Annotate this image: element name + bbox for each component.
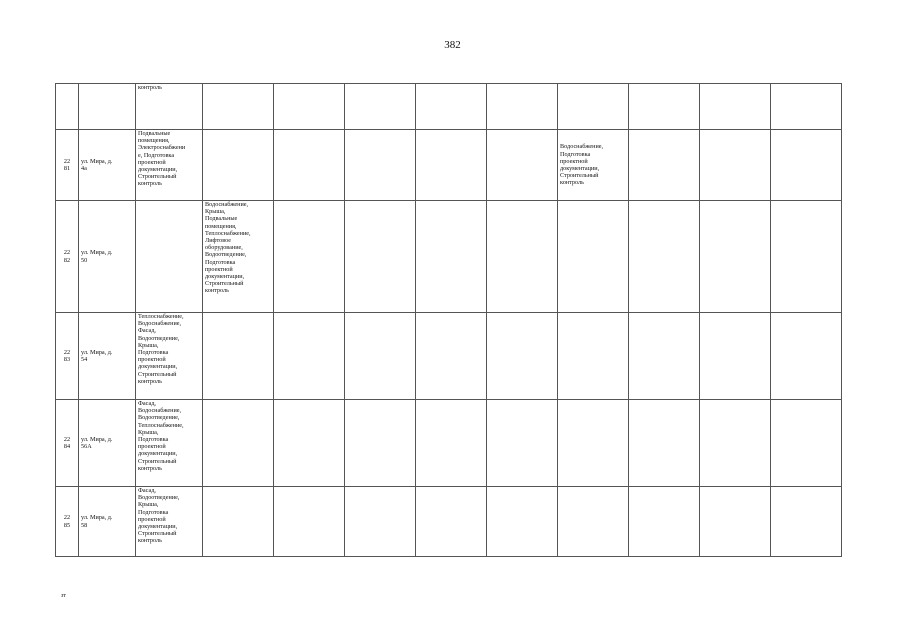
row-number: 22 85 bbox=[56, 487, 79, 557]
empty-cell bbox=[274, 313, 345, 400]
empty-cell bbox=[771, 201, 842, 313]
empty-cell bbox=[700, 313, 771, 400]
empty-cell bbox=[416, 84, 487, 130]
row-address bbox=[79, 84, 136, 130]
empty-cell bbox=[700, 201, 771, 313]
row-number: 22 81 bbox=[56, 130, 79, 201]
empty-cell bbox=[629, 487, 700, 557]
empty-cell bbox=[700, 84, 771, 130]
row-address: ул. Мира, д. 4а bbox=[79, 130, 136, 201]
empty-cell bbox=[274, 84, 345, 130]
row-address: ул. Мира, д. 50 bbox=[79, 201, 136, 313]
empty-cell bbox=[487, 84, 558, 130]
empty-cell bbox=[345, 313, 416, 400]
empty-cell bbox=[274, 130, 345, 201]
table-row bbox=[56, 400, 842, 487]
empty-cell bbox=[416, 313, 487, 400]
page-number: 382 bbox=[444, 39, 461, 51]
empty-cell bbox=[274, 201, 345, 313]
works-col-b bbox=[203, 84, 274, 130]
works-col-h bbox=[558, 487, 629, 557]
works-col-b bbox=[203, 313, 274, 400]
works-col-a: контроль bbox=[136, 84, 203, 130]
empty-cell bbox=[487, 487, 558, 557]
table-row bbox=[56, 130, 842, 201]
empty-cell bbox=[629, 400, 700, 487]
works-col-b bbox=[203, 400, 274, 487]
empty-cell bbox=[345, 487, 416, 557]
works-col-h bbox=[558, 400, 629, 487]
empty-cell bbox=[771, 487, 842, 557]
works-col-b bbox=[203, 130, 274, 201]
works-col-b: Водоснабжение, Крыша, Подвальные помещения, Теплоснабжение, Лифтовое оборудование, Водоотведение, Подготовка проектной документации, Строительный контроль bbox=[203, 201, 274, 313]
row-address: ул. Мира, д. 58 bbox=[79, 487, 136, 557]
empty-cell bbox=[700, 487, 771, 557]
row-address: ул. Мира, д. 56А bbox=[79, 400, 136, 487]
empty-cell bbox=[487, 400, 558, 487]
empty-cell bbox=[771, 400, 842, 487]
empty-cell bbox=[487, 201, 558, 313]
empty-cell bbox=[487, 130, 558, 201]
table-row bbox=[56, 313, 842, 400]
empty-cell bbox=[487, 313, 558, 400]
empty-cell bbox=[416, 201, 487, 313]
works-col-a bbox=[136, 201, 203, 313]
works-col-a: Подвальные помещения, Электроснабжени е, Подготовка проектной документации, Строительный контроль bbox=[136, 130, 203, 201]
works-col-h bbox=[558, 313, 629, 400]
works-col-a: Фасад, Водоотведение, Крыша, Подготовка проектной документации, Строительный контроль bbox=[136, 487, 203, 557]
works-col-h bbox=[558, 84, 629, 130]
empty-cell bbox=[771, 130, 842, 201]
table-row bbox=[56, 201, 842, 313]
row-number bbox=[56, 84, 79, 130]
works-col-h bbox=[558, 201, 629, 313]
empty-cell bbox=[345, 84, 416, 130]
table-row bbox=[56, 84, 842, 130]
empty-cell bbox=[416, 400, 487, 487]
empty-cell bbox=[700, 130, 771, 201]
empty-cell bbox=[345, 130, 416, 201]
empty-cell bbox=[700, 400, 771, 487]
empty-cell bbox=[345, 400, 416, 487]
empty-cell bbox=[771, 313, 842, 400]
empty-cell bbox=[629, 84, 700, 130]
row-number: 22 82 bbox=[56, 201, 79, 313]
works-col-h: Водоснабжение, Подготовка проектной документации, Строительный контроль bbox=[558, 130, 629, 201]
empty-cell bbox=[345, 201, 416, 313]
empty-cell bbox=[274, 400, 345, 487]
empty-cell bbox=[274, 487, 345, 557]
empty-cell bbox=[629, 130, 700, 201]
footer-mark: зт bbox=[61, 593, 66, 599]
empty-cell bbox=[629, 201, 700, 313]
capital-repair-table bbox=[55, 83, 842, 557]
works-col-a: Фасад, Водоснабжение, Водоотведение, Теплоснабжение, Крыша, Подготовка проектной документации, Строительный контроль bbox=[136, 400, 203, 487]
works-col-b bbox=[203, 487, 274, 557]
works-col-a: Теплоснабжение, Водоснабжение, Фасад, Водоотведение, Крыша, Подготовка проектной документации, Строительный контроль bbox=[136, 313, 203, 400]
table-row bbox=[56, 487, 842, 557]
empty-cell bbox=[416, 130, 487, 201]
row-number: 22 84 bbox=[56, 400, 79, 487]
empty-cell bbox=[771, 84, 842, 130]
row-number: 22 83 bbox=[56, 313, 79, 400]
row-address: ул. Мира, д. 54 bbox=[79, 313, 136, 400]
empty-cell bbox=[629, 313, 700, 400]
empty-cell bbox=[416, 487, 487, 557]
